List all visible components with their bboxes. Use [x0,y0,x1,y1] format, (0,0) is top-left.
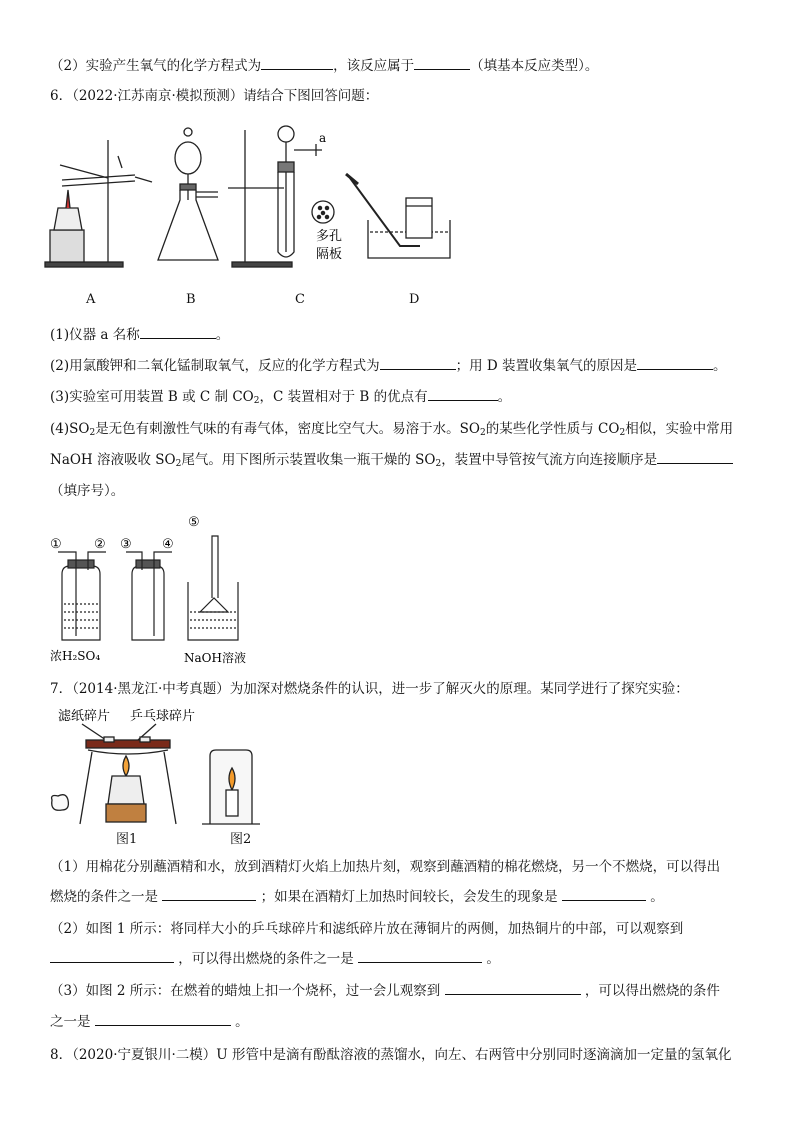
answer-blank[interactable] [637,357,713,370]
q6-line-3: (3)实验室可用装置 B 或 C 制 $CO_2$，C 装置相对于 B 的优点有 。 [50,389,512,406]
q7-line-1a: （1）用棉花分别蘸酒精和水，放到酒精灯火焰上加热片刻，观察到蘸酒精的棉花燃烧，另一个不燃烧，可以得出 [50,859,721,875]
answer-blank[interactable] [657,451,733,464]
label-pingpong: 乒乓球碎片 [130,709,196,724]
port-4: ④ [162,537,174,552]
port-5: ⑤ [188,515,200,530]
answer-blank[interactable] [140,326,216,339]
label-D: D [409,292,420,307]
label-A: A [86,292,96,307]
q7-line-1b: 燃烧的条件之一是 ；如果在酒精灯上加热时间较长，会发生的现象是 。 [50,889,664,905]
answer-blank[interactable] [414,57,470,70]
q6-stem: 6．（2022·江苏南京·模拟预测）请结合下图回答问题： [50,88,379,104]
q7-figure [46,704,276,854]
q5-line-2: （2）实验产生氧气的化学方程式为 ，该反应属于 （填基本反应类型）。 [50,58,599,74]
caption-fig1: 图1 [116,832,138,847]
port-3: ③ [120,537,132,552]
q6-line-4c: （填序号）。 [50,483,125,499]
answer-blank[interactable] [162,888,256,901]
port-2: ② [94,537,106,552]
q6-line-1: (1)仪器 a 名称 。 [50,327,230,343]
label-B: B [186,292,196,307]
q6-line-4b: NaOH 溶液吸收 $SO_2$尾气。用下图所示装置收集一瓶干燥的 $SO_2$，装置中导管按气流方向连接顺序是 [50,451,733,469]
label-naoh: NaOH溶液 [184,651,246,665]
q6-line-4a: $(4)SO_2$是无色有刺激性气味的有毒气体，密度比空气大。易溶于水。$SO_2$的某些化学性质与 $CO_2$相似，实验中常用 [50,421,734,438]
answer-blank[interactable] [562,888,646,901]
q6-apparatus-figure [40,120,460,307]
q6-bottle-figure [48,512,258,667]
apparatus-svg [40,120,460,270]
q7-line-3b: 之一是 。 [50,1014,249,1030]
answer-blank[interactable] [261,57,333,70]
answer-blank[interactable] [445,982,581,995]
caption-fig2: 图2 [230,832,252,847]
label-plate-1: 多孔 [316,229,343,244]
label-plate-2: 隔板 [316,247,343,262]
label-C: C [295,292,305,307]
q7-line-3a: （3）如图 2 所示：在燃着的蜡烛上扣一个烧杯，过一会儿观察到 ，可以得出燃烧的条件 [50,983,720,999]
answer-blank[interactable] [428,388,498,401]
answer-blank[interactable] [95,1013,231,1026]
apparatus-c [228,126,334,267]
q7-line-2a: （2）如图 1 所示：将同样大小的乒乓球碎片和滤纸碎片放在薄铜片的两侧，加热铜片的中部，可以观察到 [50,921,684,937]
answer-blank[interactable] [380,357,456,370]
label-filter: 滤纸碎片 [58,709,111,724]
answer-blank[interactable] [358,950,482,963]
bottle-svg [48,512,258,667]
apparatus-b [158,128,218,260]
q6-line-2: (2)用氯酸钾和二氧化锰制取氧气，反应的化学方程式为 ；用 D 装置收集氧气的原因是 。 [50,358,727,374]
port-1: ① [50,537,62,552]
q7-line-2b: ，可以得出燃烧的条件之一是 。 [50,950,500,968]
apparatus-a [45,140,152,267]
label-h2so4: 浓H₂SO₄ [50,649,101,663]
q8-stem: 8．（2020·宁夏银川·二模）U 形管中是滴有酚酞溶液的蒸馏水，向左、右两管中分别同时逐滴滴加一定量的氢氧化 [50,1047,732,1063]
q7-stem: 7．（2014·黑龙江·中考真题）为加深对燃烧条件的认识，进一步了解灭火的原理。某同学进行了探究实验： [50,681,689,697]
answer-blank[interactable] [50,950,174,963]
apparatus-d [346,174,450,258]
label-a: a [319,131,327,145]
